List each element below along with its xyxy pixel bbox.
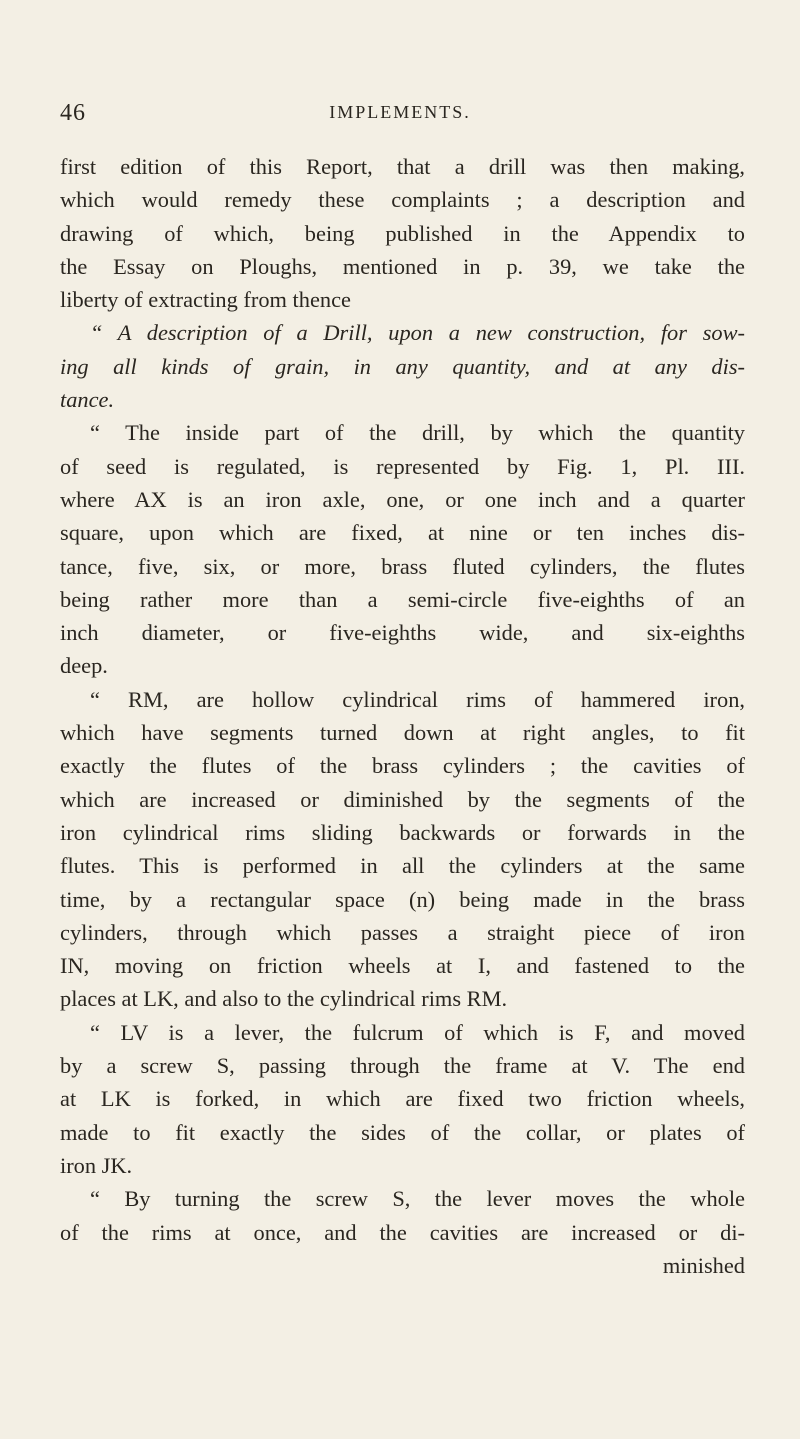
text-line: IN, moving on friction wheels at I, and fastened to the: [60, 953, 745, 979]
text-line: of seed is regulated, is represented by Fig. 1, Pl. III.: [60, 453, 745, 479]
text-line: minished: [662, 1252, 745, 1278]
text-line: inch diameter, or five-eighths wide, and six-eighths: [60, 620, 745, 646]
text-line: exactly the flutes of the brass cylinders ; the cavities of: [60, 753, 745, 779]
text-line: cylinders, through which passes a straight piece of iron: [60, 919, 745, 945]
text-line: first edition of this Report, that a drill was then making,: [60, 154, 745, 179]
text-line: time, by a rectangular space (n) being made in the brass: [60, 886, 745, 912]
text-line: of the rims at once, and the cavities are increased or di-: [60, 1219, 745, 1245]
text-line: flutes. This is performed in all the cylinders at the same: [60, 853, 745, 879]
page-header: [60, 100, 740, 140]
text-line: “ The inside part of the drill, by which the quantity: [90, 420, 745, 446]
text-line: the Essay on Ploughs, mentioned in p. 39, we take the: [60, 253, 745, 279]
text-line: being rather more than a semi-circle five-eighths of an: [60, 586, 745, 612]
page-number: 46: [60, 100, 86, 126]
text-line: liberty of extracting from thence: [60, 287, 351, 313]
text-line: tance, five, six, or more, brass fluted cylinders, the flutes: [60, 553, 745, 579]
text-line: places at LK, and also to the cylindrical rims RM.: [60, 986, 508, 1012]
text-line: made to fit exactly the sides of the collar, or plates of: [60, 1119, 745, 1145]
text-line: where AX is an iron axle, one, or one inch and a quarter: [60, 486, 745, 512]
running-head: IMPLEMENTS.: [329, 102, 471, 122]
body-text: [60, 150, 745, 1282]
text-line: at LK is forked, in which are fixed two friction wheels,: [60, 1086, 745, 1112]
text-line: which have segments turned down at right angles, to fit: [60, 720, 745, 746]
text-line: iron cylindrical rims sliding backwards or forwards in the: [60, 819, 745, 845]
text-line: which are increased or diminished by the segments of the: [60, 786, 745, 812]
text-line: “ By turning the screw S, the lever moves the whole: [90, 1186, 745, 1212]
text-line: by a screw S, passing through the frame at V. The end: [60, 1053, 745, 1079]
text-line: deep.: [60, 653, 108, 679]
text-line: “ A description of a Drill, upon a new construction, for sow-: [90, 320, 745, 346]
text-line: tance.: [60, 387, 115, 413]
text-line: “ LV is a lever, the fulcrum of which is F, and moved: [90, 1019, 745, 1045]
text-line: ing all kinds of grain, in any quantity, and at any dis-: [60, 353, 745, 379]
text-line: which would remedy these complaints ; a description and: [60, 187, 745, 213]
text-line: drawing of which, being published in the Appendix to: [60, 220, 745, 246]
text-line: “ RM, are hollow cylindrical rims of hammered iron,: [90, 686, 745, 712]
text-line: iron JK.: [60, 1152, 133, 1178]
text-line: square, upon which are fixed, at nine or ten inches dis-: [60, 520, 745, 546]
